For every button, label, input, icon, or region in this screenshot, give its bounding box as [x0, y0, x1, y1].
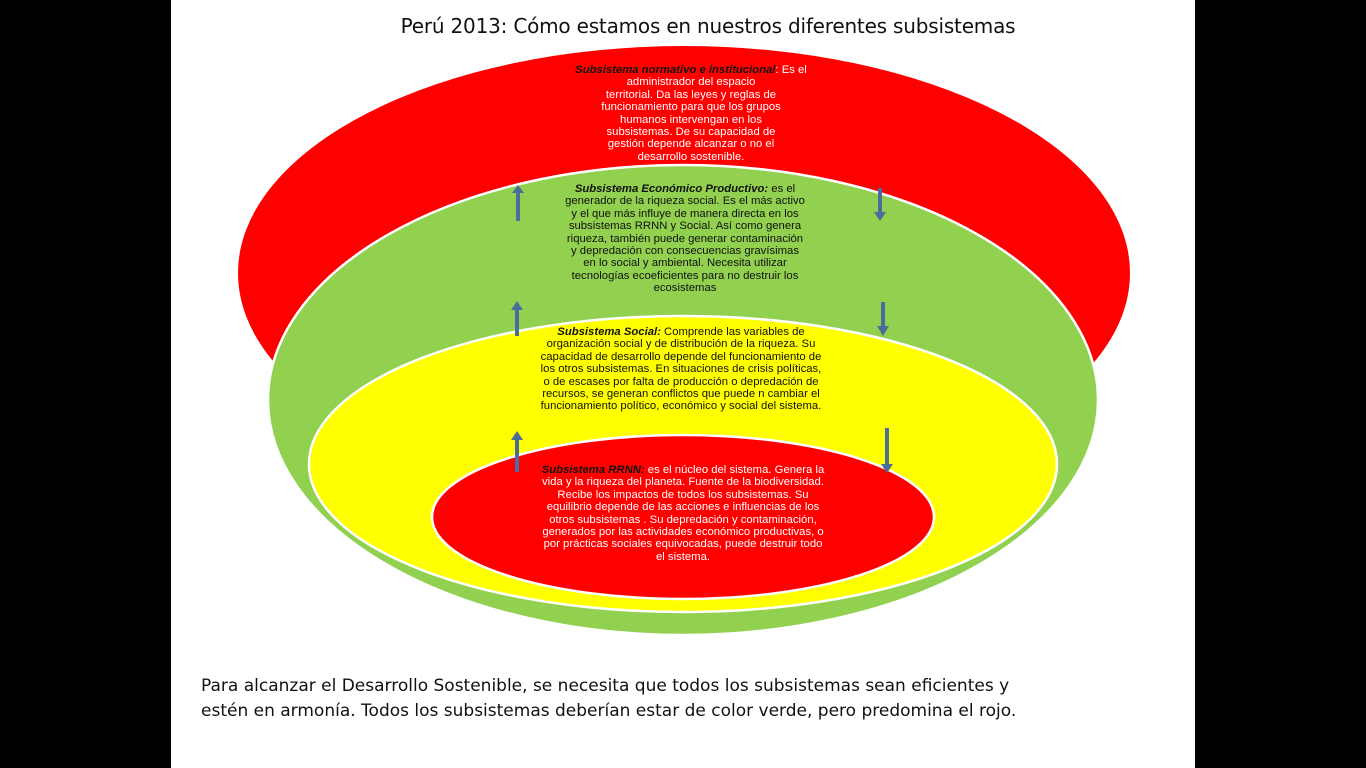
- social-heading: Subsistema Social:: [557, 326, 661, 338]
- slide-title: Perú 2013: Cómo estamos en nuestros diferentes subsistemas: [400, 14, 1016, 38]
- slide: [171, 0, 1195, 768]
- rrnn-body: es el núcleo del sistema. Genera la vida y la riqueza del planeta. Fuente de la biodiversidad. Recibe los impactos de todos los subsistemas. Su equilibrio depende de las acciones e influencias de los otros subsistemas . Su depredación y contaminación, generados por las actividades económico productivas, o por prácticas sociales equivocadas, puede destruir todo el sistema.: [542, 464, 825, 563]
- normativo-heading: Subsistema normativo e institucional: [575, 64, 776, 76]
- footer-note: Para alcanzar el Desarrollo Sostenible, se necesita que todos los subsistemas sean eficientes y estén en armonía. Todos los subsistemas deberían estar de color verde, pero predomina el rojo.: [201, 676, 1017, 721]
- economico-body: es el generador de la riqueza social. Es el más activo y el que más influye de manera directa en los subsistemas RRNN y Social. Así como genera riqueza, también puede generar contaminación y depredación con consecuencias gravísimas en lo social y ambiental. Necesita utilizar tecnologías ecoeficientes para no destruir los ecosistemas: [565, 183, 805, 295]
- normativo-body: : Es el administrador del espacio territorial. Da las leyes y reglas de funcionamiento para que los grupos humanos intervengan en los subsistemas. De su capacidad de gestión depende alcanzar o no el desarrollo sostenible.: [601, 64, 807, 163]
- rrnn-heading: Subsistema RRNN:: [541, 464, 645, 476]
- economico-text: [527, 183, 843, 295]
- social-text: [501, 326, 861, 413]
- social-body: Comprende las variables de organización social y de distribución de la riqueza. Su capacidad de desarrollo depende del funcionamiento de los otros subsistemas. En situaciones de crisis políticas, o de escases por falta de producción o depredación de recursos, se generan conflictos que puede n cambiar el funcionamiento político, económico y social del sistema.: [540, 326, 822, 413]
- rrnn-text: [501, 464, 865, 563]
- economico-heading: Subsistema Económico Productivo:: [574, 183, 769, 195]
- normativo-text: [541, 64, 841, 163]
